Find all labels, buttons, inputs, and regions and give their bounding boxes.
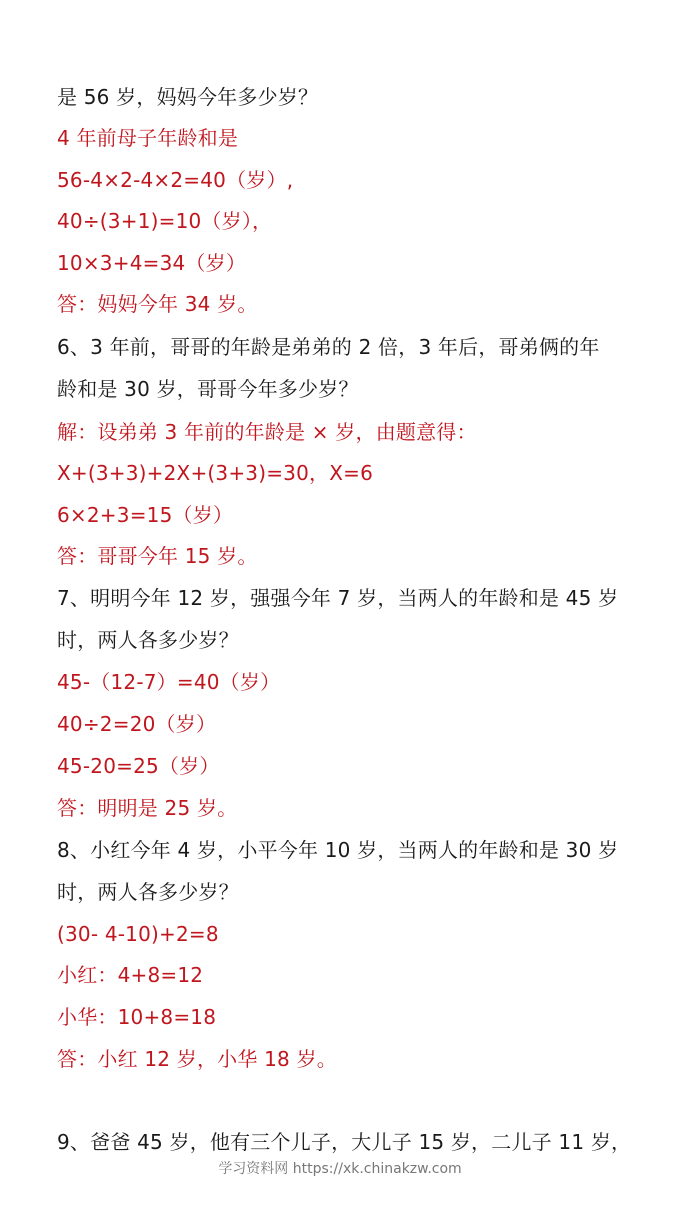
question-line: 6、3 年前，哥哥的年龄是弟弟的 2 倍，3 年后，哥弟俩的年 <box>57 335 600 359</box>
footer-watermark: 学习资料网 https://xk.chinakzw.com <box>218 1161 462 1177</box>
answer-line: 4 年前母子年龄和是 <box>57 126 239 150</box>
question-line: 9、爸爸 45 岁，他有三个儿子，大儿子 15 岁，二儿子 11 岁， <box>57 1130 632 1154</box>
answer-line: 答：小红 12 岁，小华 18 岁。 <box>57 1047 337 1071</box>
answer-line: 56-4×2-4×2=40（岁）, <box>57 168 294 192</box>
answer-line: 6×2+3=15（岁） <box>57 503 234 527</box>
answer-line: 答：哥哥今年 15 岁。 <box>57 544 258 568</box>
question-line: 8、小红今年 4 岁，小平今年 10 岁，当两人的年龄和是 30 岁 <box>57 838 619 862</box>
question-line: 7、明明今年 12 岁，强强今年 7 岁，当两人的年龄和是 45 岁 <box>57 586 619 610</box>
question-line: 时，两人各多少岁？ <box>57 880 239 904</box>
answer-line: (30- 4-10)+2=8 <box>57 922 219 946</box>
answer-line: 45-（12-7）=40（岁） <box>57 670 281 694</box>
answer-line: X+(3+3)+2X+(3+3)=30，X=6 <box>57 461 374 485</box>
answer-line: 45-20=25（岁） <box>57 754 220 778</box>
answer-line: 答：明明是 25 岁。 <box>57 796 238 820</box>
answer-line: 小红：4+8=12 <box>57 963 204 987</box>
answer-line: 40÷2=20（岁） <box>57 712 217 736</box>
answer-line: 小华：10+8=18 <box>57 1005 217 1029</box>
answer-line: 答：妈妈今年 34 岁。 <box>57 292 258 316</box>
answer-line: 解：设弟弟 3 年前的年龄是 × 岁，由题意得： <box>57 420 477 444</box>
answer-line: 40÷(3+1)=10（岁）， <box>57 209 273 233</box>
answer-line: 10×3+4=34（岁） <box>57 251 247 275</box>
question-line: 龄和是 30 岁，哥哥今年多少岁？ <box>57 377 359 401</box>
text-line: 是 56 岁，妈妈今年多少岁？ <box>57 85 319 109</box>
question-line: 时，两人各多少岁？ <box>57 628 239 652</box>
